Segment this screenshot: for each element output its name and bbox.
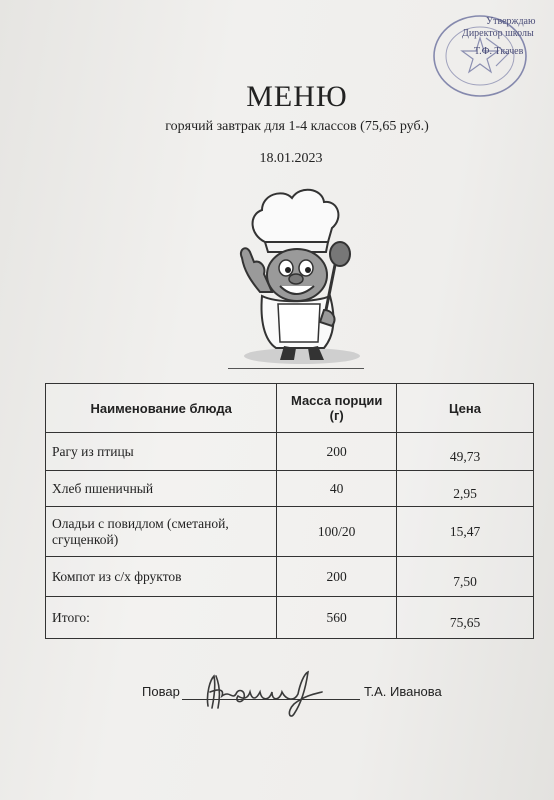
menu-table bbox=[45, 383, 534, 639]
column-header-mass: Масса порции (г) bbox=[277, 384, 397, 433]
dish-price: 49,73 bbox=[449, 448, 481, 464]
table-header-row bbox=[46, 384, 534, 433]
approval-line-3: Т.Ф. Ткачев bbox=[474, 46, 524, 57]
table-row bbox=[46, 507, 534, 557]
chef-illustration bbox=[220, 180, 370, 370]
dish-mass: 200 bbox=[277, 557, 397, 597]
table-row bbox=[46, 471, 534, 507]
table-row bbox=[46, 433, 534, 471]
handwritten-signature bbox=[190, 666, 370, 718]
table-row bbox=[46, 557, 534, 597]
table-total-row bbox=[46, 597, 534, 639]
total-mass: 560 bbox=[277, 597, 397, 639]
dish-price-cell bbox=[397, 557, 534, 597]
cook-role-label: Повар bbox=[142, 684, 180, 699]
dish-mass: 100/20 bbox=[277, 507, 397, 557]
dish-price: 15,47 bbox=[397, 507, 534, 557]
total-price: 75,65 bbox=[449, 614, 481, 630]
dish-name: Рагу из птицы bbox=[46, 433, 277, 471]
total-price-cell bbox=[397, 597, 534, 639]
column-header-price: Цена bbox=[397, 384, 534, 433]
column-header-dish: Наименование блюда bbox=[46, 384, 277, 433]
page-subtitle: горячий завтрак для 1-4 классов (75,65 руб.) bbox=[165, 119, 429, 134]
dish-name: Компот из с/х фруктов bbox=[46, 557, 277, 597]
menu-date: 18.01.2023 bbox=[259, 151, 323, 166]
total-label: Итого: bbox=[46, 597, 277, 639]
dish-price: 2,95 bbox=[453, 485, 477, 501]
dish-price-cell bbox=[397, 433, 534, 471]
approval-line-2: Директор школы bbox=[462, 28, 534, 39]
dish-price: 7,50 bbox=[453, 573, 477, 589]
dish-name: Оладьи с повидлом (сметаной, сгущенкой) bbox=[46, 507, 277, 557]
dish-mass: 40 bbox=[277, 471, 397, 507]
dish-mass: 200 bbox=[277, 433, 397, 471]
dish-price-cell bbox=[397, 471, 534, 507]
page-title: МЕНЮ bbox=[246, 80, 348, 113]
chef-underline bbox=[228, 368, 364, 369]
dish-name: Хлеб пшеничный bbox=[46, 471, 277, 507]
cook-name: Т.А. Иванова bbox=[364, 684, 442, 699]
approval-line-1: Утверждаю bbox=[486, 16, 536, 27]
